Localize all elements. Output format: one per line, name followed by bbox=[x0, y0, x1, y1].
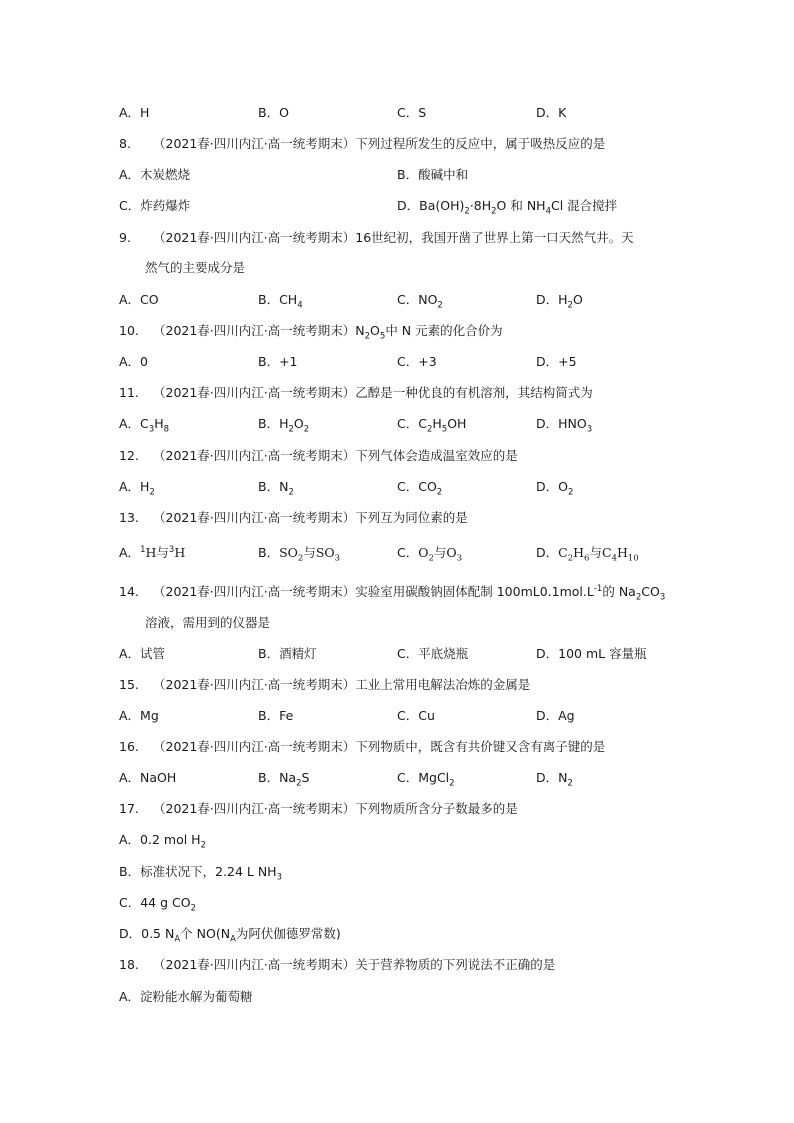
q10-option-d[interactable]: D．+5 bbox=[536, 354, 577, 369]
q11-number: 11. bbox=[119, 385, 139, 400]
q9-option-a[interactable]: A．CO bbox=[119, 292, 159, 307]
q9-option-c[interactable]: C．$NO_2$ bbox=[397, 292, 443, 311]
q10-option-b[interactable]: B．+1 bbox=[258, 354, 298, 369]
q11-option-c[interactable]: C．$C_2H_5OH$ bbox=[397, 416, 467, 435]
q11-stem bbox=[119, 383, 593, 403]
q12-option-b[interactable]: B．$N_2$ bbox=[258, 479, 294, 498]
q17-text: （2021春·四川内江·高一统考期末）下列物质所含分子数最多的是 bbox=[153, 801, 518, 816]
q11-option-d[interactable]: D．$HNO_3$ bbox=[536, 416, 593, 435]
q10-option-a[interactable]: A．0 bbox=[119, 354, 149, 369]
q17-number: 17. bbox=[119, 801, 139, 816]
q9-option-b[interactable]: B．$CH_4$ bbox=[258, 292, 303, 311]
q15-option-d[interactable]: D．Ag bbox=[536, 708, 575, 723]
q14-option-a[interactable]: A．试管 bbox=[119, 646, 166, 661]
q8-option-a[interactable]: A．木炭燃烧 bbox=[119, 167, 191, 182]
q16-stem bbox=[119, 737, 605, 757]
q12-option-d[interactable]: D．$O_2$ bbox=[536, 479, 574, 498]
q13-option-d[interactable]: D．$C_2H_6$与$C_4H_{10}$ bbox=[536, 545, 639, 564]
q11-option-b[interactable]: B．$H_2O_2$ bbox=[258, 416, 310, 435]
q14-stem bbox=[119, 582, 665, 602]
q12-number: 12. bbox=[119, 448, 139, 463]
q17-option-d[interactable]: D．0.5 $N_A$个 $NO(N_A$为阿伏伽德罗常数) bbox=[119, 926, 341, 945]
q14-option-d[interactable]: D．100 mL 容量瓶 bbox=[536, 646, 647, 661]
q7-option-d[interactable]: D．K bbox=[536, 105, 567, 120]
q17-option-b[interactable]: B．标准状况下，2.24 L $NH_3$ bbox=[119, 864, 282, 883]
q7-option-c[interactable]: C．S bbox=[397, 105, 427, 120]
q8-text: （2021春·四川内江·高一统考期末）下列过程所发生的反应中，属于吸热反应的是 bbox=[153, 136, 606, 151]
q8-number: 8. bbox=[119, 136, 131, 151]
q7-option-a[interactable]: A．H bbox=[119, 105, 150, 120]
q17-option-a[interactable]: A．0.2 mol $H_2$ bbox=[119, 832, 206, 851]
q13-stem bbox=[119, 508, 468, 528]
q14-option-c[interactable]: C．平底烧瓶 bbox=[397, 646, 469, 661]
q14-stem-continued: 溶液，需用到的仪器是 bbox=[145, 615, 271, 630]
q8-option-d[interactable]: D．$Ba(OH)_2\cdot 8H_2O$ 和 $NH_4Cl$ 混合搅拌 bbox=[397, 198, 618, 217]
q18-number: 18. bbox=[119, 957, 139, 972]
q13-number: 13. bbox=[119, 510, 139, 525]
q13-option-c[interactable]: C．$O_2$与$O_3$ bbox=[397, 545, 463, 564]
q15-option-b[interactable]: B．Fe bbox=[258, 708, 294, 723]
q9-stem bbox=[119, 228, 634, 248]
q8-option-c[interactable]: C．炸药爆炸 bbox=[119, 198, 191, 213]
q8-option-b[interactable]: B．酸碱中和 bbox=[397, 167, 469, 182]
q16-option-d[interactable]: D．$N_2$ bbox=[536, 770, 573, 789]
q9-stem-continued: 然气的主要成分是 bbox=[145, 260, 246, 275]
q15-option-c[interactable]: C．Cu bbox=[397, 708, 435, 723]
q9-option-d[interactable]: D．$H_2O$ bbox=[536, 292, 583, 311]
q12-stem bbox=[119, 446, 518, 466]
q10-stem bbox=[119, 321, 503, 341]
q11-option-a[interactable]: A．$C_3H_8$ bbox=[119, 416, 170, 435]
q10-number: 10. bbox=[119, 323, 139, 338]
q15-number: 15. bbox=[119, 677, 139, 692]
q8-stem bbox=[119, 134, 605, 154]
q12-text: （2021春·四川内江·高一统考期末）下列气体会造成温室效应的是 bbox=[153, 448, 518, 463]
q10-option-c[interactable]: C．+3 bbox=[397, 354, 437, 369]
q17-option-c[interactable]: C．44 g $CO_2$ bbox=[119, 895, 197, 914]
q14-number: 14. bbox=[119, 584, 139, 599]
q10-text: （2021春·四川内江·高一统考期末）$N_2O_5$中 N 元素的化合价为 bbox=[153, 323, 503, 342]
q16-number: 16. bbox=[119, 739, 139, 754]
q18-option-a[interactable]: A．淀粉能水解为葡萄糖 bbox=[119, 989, 253, 1004]
q14-text: （2021春·四川内江·高一统考期末）实验室用碳酸钠固体配制 $100mL0.1mol.L^{-1}$的 $Na_2CO_3$ bbox=[153, 583, 666, 603]
q13-option-b[interactable]: B．$SO_2$与$SO_3$ bbox=[258, 545, 341, 564]
q16-option-c[interactable]: C．MgCl$_2$ bbox=[397, 770, 455, 789]
q13-option-a[interactable]: A．$^1$H与$^3$H bbox=[119, 544, 186, 560]
q14-option-b[interactable]: B．酒精灯 bbox=[258, 646, 317, 661]
q15-option-a[interactable]: A．Mg bbox=[119, 708, 159, 723]
q12-option-c[interactable]: C．$CO_2$ bbox=[397, 479, 443, 498]
q12-option-a[interactable]: A．$H_2$ bbox=[119, 479, 155, 498]
q16-option-a[interactable]: A．NaOH bbox=[119, 770, 177, 785]
q18-text: （2021春·四川内江·高一统考期末）关于营养物质的下列说法不正确的是 bbox=[153, 957, 556, 972]
q16-option-b[interactable]: B．$Na_2S$ bbox=[258, 770, 310, 789]
q9-text: （2021春·四川内江·高一统考期末）16世纪初，我国开凿了世界上第一口天然气井。天 bbox=[153, 230, 634, 245]
q16-text: （2021春·四川内江·高一统考期末）下列物质中，既含有共价键又含有离子键的是 bbox=[153, 739, 606, 754]
q13-text: （2021春·四川内江·高一统考期末）下列互为同位素的是 bbox=[153, 510, 468, 525]
q18-stem bbox=[119, 955, 555, 975]
q15-stem bbox=[119, 675, 530, 695]
q17-stem bbox=[119, 799, 518, 819]
q9-number: 9. bbox=[119, 230, 131, 245]
q15-text: （2021春·四川内江·高一统考期末）工业上常用电解法冶炼的金属是 bbox=[153, 677, 531, 692]
q11-text: （2021春·四川内江·高一统考期末）乙醇是一种优良的有机溶剂，其结构简式为 bbox=[153, 385, 593, 400]
q7-option-b[interactable]: B．O bbox=[258, 105, 289, 120]
